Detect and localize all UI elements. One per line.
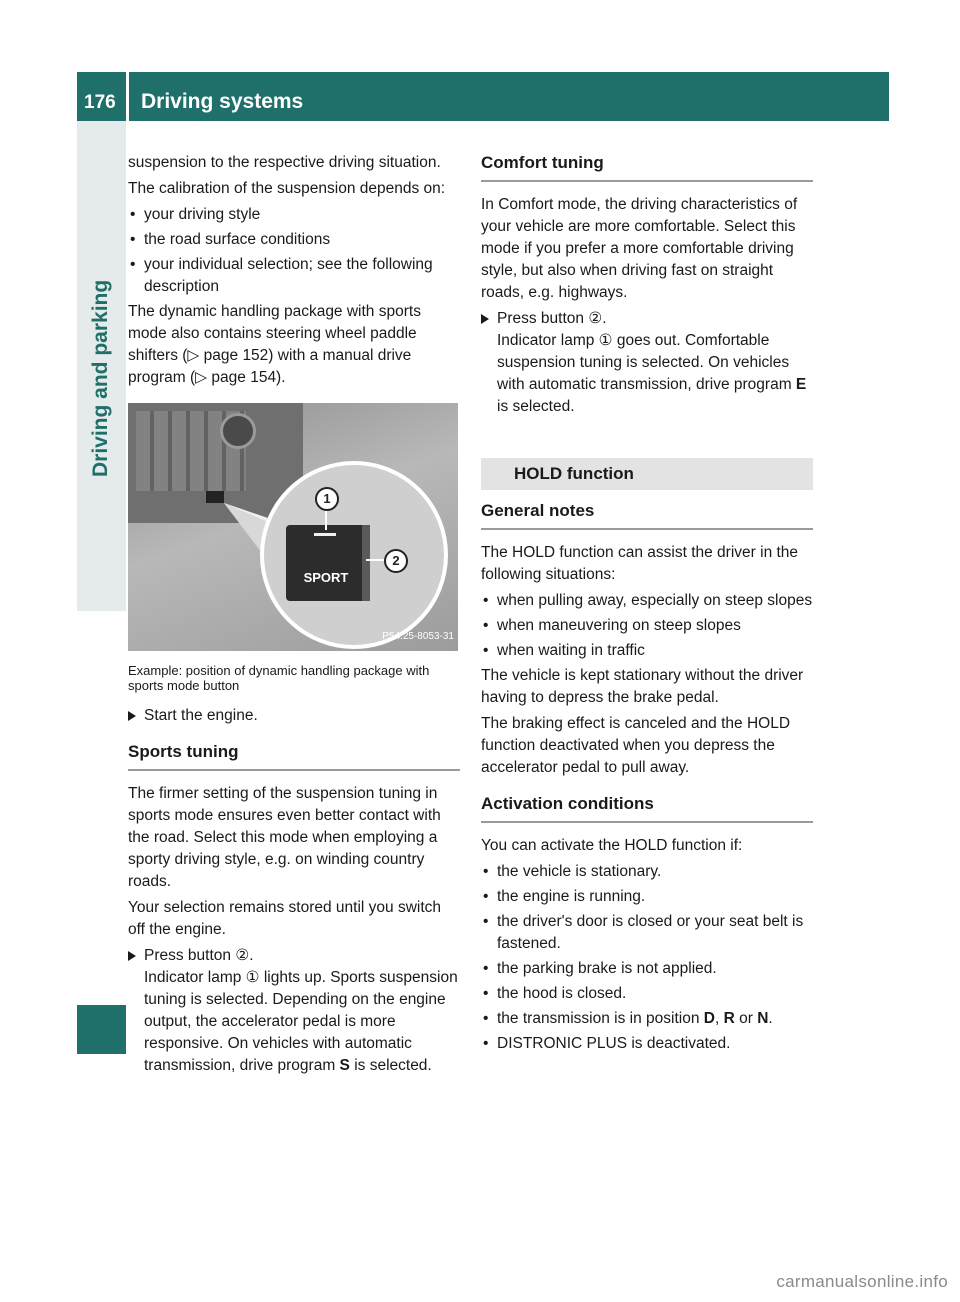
list-item: • when maneuvering on steep slopes [481, 615, 813, 637]
right-column [481, 152, 813, 1058]
step-result-end: is selected. [497, 398, 575, 415]
list-item: • when pulling away, especially on steep slopes [481, 590, 813, 612]
callout-1: 1 [315, 487, 339, 511]
instruction-step [128, 945, 460, 1077]
step-result [497, 330, 813, 418]
list-item: • your driving style [128, 204, 460, 226]
figure-code: P54.25-8053-31 [382, 631, 454, 642]
section-heading-comfort: Comfort tuning [481, 152, 813, 182]
step-arrow-icon [481, 314, 489, 324]
list-item: • the hood is closed. [481, 983, 813, 1005]
footer-watermark: carmanualsonline.info [776, 1272, 948, 1291]
section-heading-general: General notes [481, 500, 813, 530]
list-item: • the road surface conditions [128, 229, 460, 251]
drive-program-s: S [339, 1057, 350, 1074]
list-item: • the parking brake is not applied. [481, 958, 813, 980]
sport-button [286, 525, 366, 601]
list-item: • DISTRONIC PLUS is deactivated. [481, 1033, 813, 1055]
step-arrow-icon [128, 951, 136, 961]
chapter-title: Driving systems [141, 90, 304, 113]
step-text: Start the engine. [144, 707, 258, 724]
indicator-lamp [314, 533, 336, 536]
callout-leader [325, 508, 327, 530]
paragraph: Your selection remains stored until you switch off the engine. [128, 899, 442, 938]
hold-function-banner: HOLD function [481, 458, 813, 490]
position-n: N [757, 1010, 769, 1027]
button-edge [362, 525, 370, 601]
text: , [714, 1010, 724, 1027]
list-item: • the engine is running. [481, 886, 813, 908]
step-result-text: Indicator lamp ① goes out. Comfortable suspension tuning is selected. On vehicles with automatic transmission, drive program [497, 332, 796, 393]
text: the transmission is in position [497, 1010, 704, 1027]
step-result-end: is selected. [349, 1057, 432, 1074]
text: or [734, 1010, 758, 1027]
header-divider [126, 72, 129, 121]
list-item: • the driver's door is closed or your seat belt is fastened. [481, 911, 813, 955]
list-item: • your individual selection; see the following description [128, 254, 460, 298]
list-item: • when waiting in traffic [481, 640, 813, 662]
callout-leader [366, 559, 386, 561]
sport-button-label: SPORT [303, 570, 349, 585]
list-item: • the vehicle is stationary. [481, 861, 813, 883]
text: . [768, 1010, 773, 1027]
sport-button-figure [128, 403, 458, 651]
paragraph: You can activate the HOLD function if: [481, 837, 743, 854]
section-heading-activation: Activation conditions [481, 793, 813, 823]
step-result [144, 967, 460, 1077]
step-text: Press button ②. [144, 947, 254, 964]
paragraph: The calibration of the suspension depends on: [128, 180, 446, 197]
position-d: D [703, 1010, 715, 1027]
step-text: Press button ②. [497, 310, 607, 327]
left-column [128, 152, 460, 1077]
step-result-text: Indicator lamp ① lights up. Sports suspension tuning is selected. Depending on the engine output, the accelerator pedal is more responsive. On vehicles with automatic transmission, drive program [144, 969, 458, 1074]
step-arrow-icon [128, 711, 136, 721]
drive-program-e: E [795, 376, 807, 393]
paragraph: The HOLD function can assist the driver in the following situations: [481, 544, 799, 583]
section-heading-sports: Sports tuning [128, 741, 460, 771]
position-r: R [723, 1010, 735, 1027]
paragraph: The vehicle is kept stationary without the driver having to depress the brake pedal. [481, 667, 804, 706]
paragraph: suspension to the respective driving situation. [128, 154, 441, 171]
paragraph: The firmer setting of the suspension tuning in sports mode ensures even better contact with the road. Select this mode when employing a sporty driving style, e.g. on winding country roads. [128, 785, 441, 890]
paragraph: In Comfort mode, the driving characteristics of your vehicle are more comfortable. Select this mode if you prefer a more comfortable driving style, but also when driving fast on straight roads, e.g. highways. [481, 196, 798, 301]
figure-caption: Example: position of dynamic handling package with sports mode button [128, 663, 430, 693]
list-item-transmission [481, 1008, 813, 1030]
paragraph: The dynamic handling package with sports mode also contains steering wheel paddle shifters (▷ page 152) with a manual drive program (▷ page 154). [128, 303, 421, 386]
callout-2: 2 [384, 549, 408, 573]
instruction-step [481, 308, 813, 418]
paragraph: The braking effect is canceled and the HOLD function deactivated when you depress the accelerator pedal to pull away. [481, 715, 791, 776]
page-number: 176 [84, 92, 116, 113]
instruction-step [128, 705, 460, 727]
side-tab-label: Driving and parking [89, 279, 112, 477]
side-marker [77, 1005, 126, 1054]
